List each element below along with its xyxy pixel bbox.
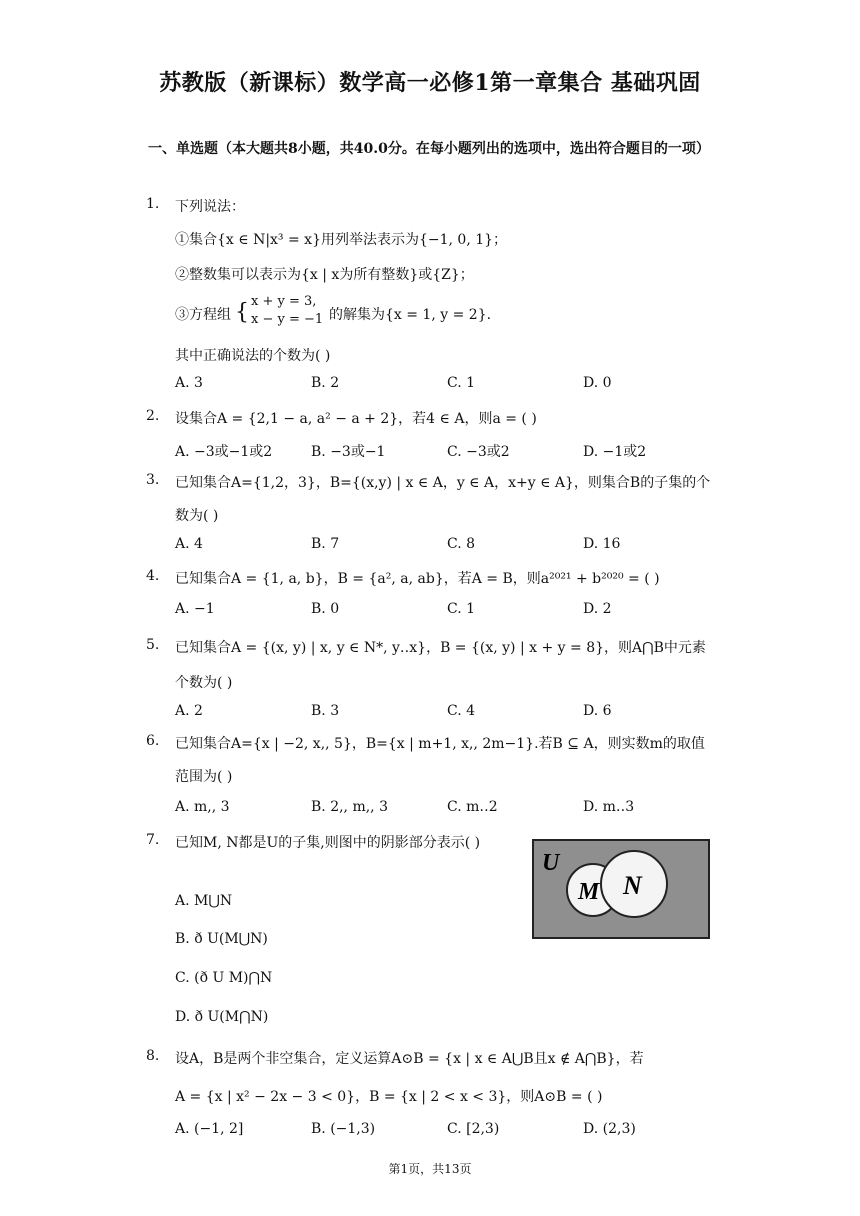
option-c[interactable]: C. 8 bbox=[447, 536, 476, 552]
page-footer: 第1页，共13页 bbox=[388, 1162, 472, 1176]
question-number: 2. bbox=[146, 408, 160, 424]
option-b[interactable]: B. 0 bbox=[311, 601, 340, 617]
question-stem-continued: 数为( ) bbox=[175, 508, 219, 524]
statement-1: ①集合{x ∈ N|x³ = x}用列举法表示为{−1, 0, 1}； bbox=[175, 232, 508, 248]
question-stem: 已知集合A = {1, a, b}，B = {a², a, ab}，若A = B，则a²⁰²¹ + b²⁰²⁰ = ( ) bbox=[175, 571, 660, 587]
question-stem: 下列说法： bbox=[175, 199, 245, 215]
question-number: 3. bbox=[146, 472, 160, 488]
question-stem-continued: 范围为( ) bbox=[175, 769, 233, 785]
option-c[interactable]: C. 1 bbox=[447, 601, 476, 617]
equation-system-lines bbox=[251, 293, 323, 329]
question-number: 7. bbox=[146, 832, 160, 848]
option-a[interactable]: A. 2 bbox=[175, 703, 203, 719]
option-b[interactable]: B. −3或−1 bbox=[311, 444, 386, 460]
option-c[interactable]: C. [2,3) bbox=[447, 1121, 500, 1137]
option-a[interactable]: A. −3或−1或2 bbox=[175, 444, 273, 460]
question-number: 5. bbox=[146, 637, 160, 653]
equation-2: x − y = −1 bbox=[251, 312, 324, 327]
question-number: 8. bbox=[146, 1048, 160, 1064]
venn-diagram-svg bbox=[532, 839, 710, 939]
equation-system: { bbox=[235, 300, 249, 325]
question-stem: 已知集合A={1,2，3}，B={(x,y) | x ∈ A，y ∈ A，x+y ∈ A}，则集合B的子集的个 bbox=[175, 475, 711, 491]
option-d[interactable]: D. ð U(M⋂N) bbox=[175, 1009, 269, 1025]
option-d[interactable]: D. (2,3) bbox=[583, 1121, 636, 1137]
question-stem-continued: 个数为( ) bbox=[175, 675, 233, 691]
question-number: 6. bbox=[146, 733, 160, 749]
option-b[interactable]: B. 2 bbox=[311, 375, 340, 391]
option-c[interactable]: C. (ð U M)⋂N bbox=[175, 970, 273, 986]
option-a[interactable]: A. (−1, 2] bbox=[175, 1121, 244, 1137]
option-d[interactable]: D. 0 bbox=[583, 375, 612, 391]
option-d[interactable]: D. 2 bbox=[583, 601, 612, 617]
option-b[interactable]: B. 7 bbox=[311, 536, 340, 552]
option-b[interactable]: B. 2,, m,, 3 bbox=[311, 799, 388, 815]
option-d[interactable]: D. m‥3 bbox=[583, 799, 635, 815]
equation-1: x + y = 3, bbox=[251, 294, 317, 309]
question-number: 4. bbox=[146, 568, 160, 584]
statement-3-label: ③方程组 bbox=[175, 307, 231, 323]
option-a[interactable]: A. M⋃N bbox=[175, 893, 233, 909]
option-b[interactable]: B. ð U(M⋃N) bbox=[175, 931, 268, 947]
question-prompt: 其中正确说法的个数为( ) bbox=[175, 348, 331, 364]
question-number: 1. bbox=[146, 196, 160, 212]
label-m: M bbox=[578, 879, 600, 905]
option-c[interactable]: C. m‥2 bbox=[447, 799, 498, 815]
question-stem: 设集合A = {2,1 − a, a² − a + 2}，若4 ∈ A，则a = ( ) bbox=[175, 411, 537, 427]
question-stem: 已知集合A = {(x, y) | x, y ∈ N*, y‥x}，B = {(x, y) | x + y = 8}，则A⋂B中元素 bbox=[175, 640, 706, 656]
option-a[interactable]: A. m,, 3 bbox=[175, 799, 230, 815]
statement-3-rest: 的解集为{x = 1, y = 2}. bbox=[329, 307, 492, 323]
option-c[interactable]: C. −3或2 bbox=[447, 444, 510, 460]
label-u: U bbox=[542, 850, 560, 876]
label-n: N bbox=[623, 871, 642, 900]
option-a[interactable]: A. −1 bbox=[175, 601, 215, 617]
option-d[interactable]: D. 16 bbox=[583, 536, 621, 552]
option-d[interactable]: D. 6 bbox=[583, 703, 612, 719]
option-c[interactable]: C. 4 bbox=[447, 703, 476, 719]
question-stem-continued: A = {x | x² − 2x − 3 < 0}，B = {x | 2 < x < 3}，则A⊙B = ( ) bbox=[175, 1089, 603, 1105]
option-c[interactable]: C. 1 bbox=[447, 375, 476, 391]
option-d[interactable]: D. −1或2 bbox=[583, 444, 647, 460]
question-stem: 设A，B是两个非空集合，定义运算A⊙B = {x | x ∈ A⋃B且x ∉ A⋂B}，若 bbox=[175, 1051, 644, 1067]
section-heading: 一、单选题（本大题共8小题，共40.0分。在每小题列出的选项中，选出符合题目的一项） bbox=[148, 141, 710, 157]
question-stem: 已知M, N都是U的子集,则图中的阴影部分表示( ) bbox=[175, 835, 481, 851]
venn-diagram bbox=[532, 839, 710, 939]
option-a[interactable]: A. 3 bbox=[175, 375, 203, 391]
page-title: 苏教版（新课标）数学高一必修1第一章集合 基础巩固 bbox=[159, 70, 701, 96]
statement-2: ②整数集可以表示为{x | x为所有整数}或{Z}； bbox=[175, 267, 474, 283]
option-b[interactable]: B. 3 bbox=[311, 703, 340, 719]
option-a[interactable]: A. 4 bbox=[175, 536, 203, 552]
question-stem: 已知集合A={x | −2, x,, 5}，B={x | m+1, x,, 2m−1}.若B ⊆ A，则实数m的取值 bbox=[175, 736, 705, 752]
option-b[interactable]: B. (−1,3) bbox=[311, 1121, 376, 1137]
